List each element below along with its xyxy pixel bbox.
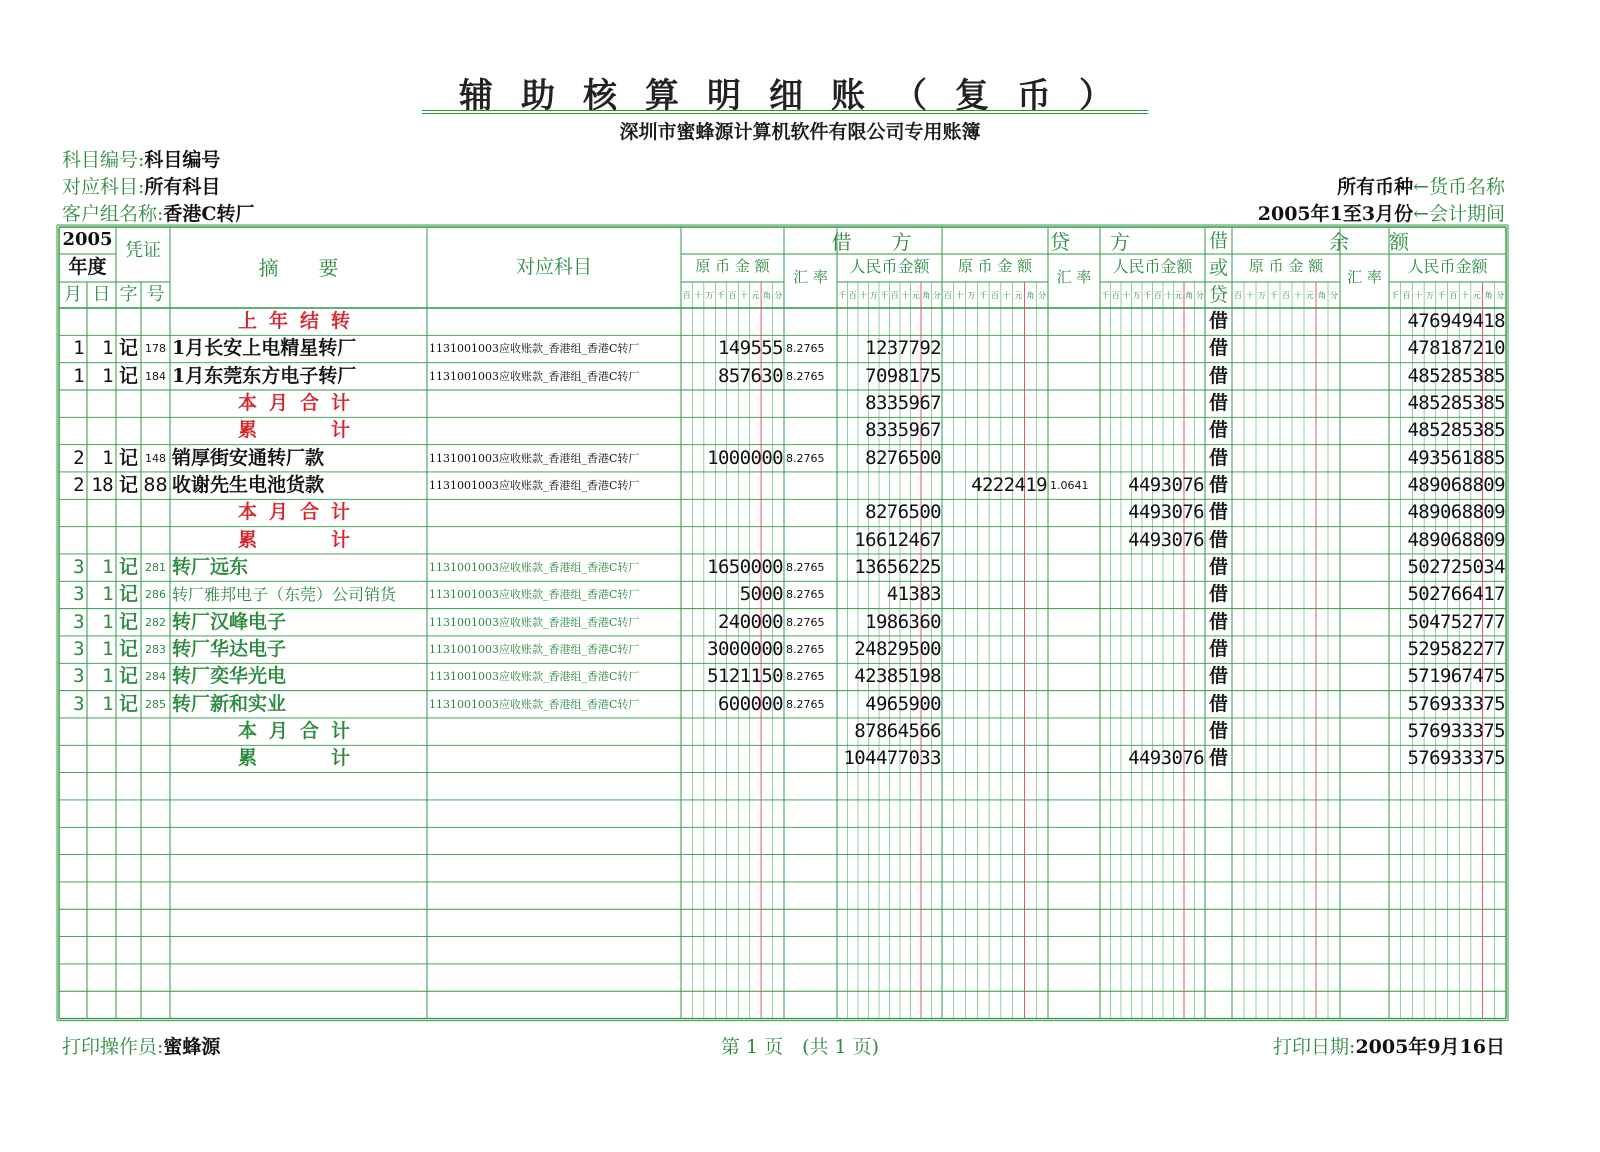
row-balance-rmb: 502766417 [1407, 583, 1505, 606]
row-direction: 借 [1208, 610, 1228, 633]
row-debit-orig: 5121150 [707, 665, 783, 688]
row-balance-rmb: 504752777 [1407, 610, 1505, 633]
digit-unit-label: 十 [859, 291, 868, 300]
row-summary: 销厚街安通转厂款 [172, 446, 325, 469]
date-value: 2005年9月16日 [1355, 1036, 1505, 1058]
voucher-no-label: 号 [146, 284, 165, 305]
digit-unit-label: 分 [1195, 291, 1204, 300]
digit-unit-label: 万 [1425, 291, 1434, 300]
row-voucher-type: 记 [118, 692, 138, 715]
row-month: 3 [73, 610, 84, 633]
row-voucher-type: 记 [118, 446, 138, 469]
digit-unit-label: 分 [1496, 291, 1505, 300]
digit-unit-label: 分 [1038, 291, 1047, 300]
row-month: 2 [73, 446, 84, 469]
row-voucher-type: 记 [118, 637, 138, 660]
row-credit-rmb: 4493076 [1128, 528, 1204, 551]
row-debit-rate: 8.2765 [786, 342, 825, 356]
digit-unit-label: 万 [869, 291, 878, 300]
row-month: 3 [73, 665, 84, 688]
ledger-title: 辅助核算明细账（复币） [459, 76, 1141, 116]
digit-unit-label: 角 [1318, 291, 1326, 300]
row-summary: 累 计 [237, 747, 362, 770]
row-debit-rmb: 1986360 [865, 610, 941, 633]
row-balance-rmb: 489068809 [1407, 501, 1505, 524]
row-counter-subject: 1131001003应收账款_香港组_香港C转厂 [429, 642, 640, 656]
digit-unit-label: 分 [774, 291, 783, 300]
row-debit-rmb: 87864566 [854, 719, 941, 742]
summary-label: 摘 要 [258, 256, 339, 280]
row-balance-rmb: 529582277 [1407, 637, 1505, 660]
row-counter-subject: 1131001003应收账款_香港组_香港C转厂 [429, 588, 640, 602]
row-debit-rmb: 8276500 [865, 446, 941, 469]
row-voucher-no: 178 [145, 342, 166, 356]
digit-unit-label: 十 [694, 291, 703, 300]
row-day: 1 [102, 692, 113, 715]
digit-unit-label: 千 [838, 291, 847, 300]
row-voucher-no: 285 [145, 697, 166, 711]
digit-unit-label: 元 [1014, 291, 1023, 300]
row-day: 1 [102, 446, 113, 469]
digit-unit-label: 百 [890, 291, 899, 300]
row-credit-rate: 1.0641 [1050, 478, 1089, 492]
digit-unit-label: 百 [990, 291, 999, 300]
digit-unit-label: 百 [1449, 291, 1458, 300]
row-direction: 借 [1208, 719, 1228, 742]
row-debit-orig: 1650000 [707, 555, 783, 578]
digit-unit-label: 十 [1414, 291, 1423, 300]
digit-unit-label: 千 [1270, 291, 1278, 300]
row-debit-rmb: 4965900 [865, 692, 941, 715]
digit-unit-label: 十 [1002, 291, 1011, 300]
digit-unit-label: 千 [717, 291, 726, 300]
rmb-amount-label: 人民币金额 [1407, 257, 1488, 276]
row-direction: 借 [1208, 364, 1228, 387]
row-voucher-type: 记 [118, 364, 138, 387]
row-counter-subject: 1131001003应收账款_香港组_香港C转厂 [429, 451, 640, 465]
row-credit-rmb: 4493076 [1128, 501, 1204, 524]
row-debit-rmb: 7098175 [865, 364, 941, 387]
row-summary: 转厂汉峰电子 [172, 610, 287, 633]
digit-unit-label: 百 [1282, 291, 1290, 300]
voucher-label: 凭证 [125, 240, 161, 261]
row-month: 3 [73, 637, 84, 660]
digit-unit-label: 十 [1246, 291, 1254, 300]
row-day: 1 [102, 364, 113, 387]
debit-label: 借 方 [831, 230, 912, 254]
row-balance-rmb: 489068809 [1407, 473, 1505, 496]
year-label: 2005 [62, 229, 113, 250]
row-voucher-no: 283 [145, 642, 166, 656]
row-debit-rmb: 8276500 [865, 501, 941, 524]
row-voucher-no: 282 [145, 615, 166, 629]
subject-code-label: 科目编号: [62, 149, 145, 171]
row-voucher-type: 记 [118, 665, 138, 688]
operator-label: 打印操作员: [62, 1036, 164, 1058]
row-debit-orig: 149555 [717, 337, 783, 360]
row-counter-subject: 1131001003应收账款_香港组_香港C转厂 [429, 560, 640, 574]
rate-label: 汇 率 [1347, 268, 1382, 286]
digit-unit-label: 千 [1101, 291, 1110, 300]
row-direction: 借 [1208, 583, 1228, 606]
digit-unit-label: 分 [1330, 291, 1338, 300]
digit-unit-label: 元 [911, 291, 920, 300]
row-summary: 累 计 [237, 528, 362, 551]
row-debit-orig: 600000 [717, 692, 783, 715]
currency-value: 所有币种 [1337, 176, 1414, 198]
digit-unit-label: 百 [1111, 291, 1120, 300]
row-summary: 本月合计 [237, 501, 362, 524]
digit-unit-label: 千 [1143, 291, 1152, 300]
row-counter-subject: 1131001003应收账款_香港组_香港C转厂 [429, 697, 640, 711]
row-debit-rate: 8.2765 [786, 560, 825, 574]
dir-label-1: 借 [1208, 230, 1228, 252]
counter-subject-value: 所有科目 [144, 176, 221, 198]
digit-unit-label: 元 [1174, 291, 1183, 300]
year-suffix: 年度 [68, 256, 107, 278]
currency-note: ←货币名称 [1413, 176, 1505, 198]
row-direction: 借 [1208, 692, 1228, 715]
row-counter-subject: 1131001003应收账款_香港组_香港C转厂 [429, 369, 640, 383]
row-summary: 转厂新和实业 [172, 692, 287, 715]
row-debit-orig: 5000 [739, 583, 783, 606]
digit-unit-label: 十 [1461, 291, 1470, 300]
period-note: ←会计期间 [1413, 203, 1505, 225]
row-debit-rate: 8.2765 [786, 588, 825, 602]
digit-unit-label: 千 [979, 291, 988, 300]
row-balance-rmb: 576933375 [1407, 747, 1505, 770]
row-month: 3 [73, 583, 84, 606]
row-balance-rmb: 576933375 [1407, 692, 1505, 715]
digit-unit-label: 元 [1306, 291, 1314, 300]
row-voucher-type: 记 [118, 583, 138, 606]
row-direction: 借 [1208, 419, 1228, 442]
row-debit-rmb: 13656225 [854, 555, 941, 578]
row-month: 1 [73, 337, 84, 360]
digit-unit-label: 角 [1484, 291, 1493, 300]
row-counter-subject: 1131001003应收账款_香港组_香港C转厂 [429, 670, 640, 684]
row-debit-rmb: 8335967 [865, 419, 941, 442]
digit-unit-label: 十 [1122, 291, 1131, 300]
dir-label-3: 贷 [1208, 284, 1228, 306]
counter-subject-label: 对应科目: [62, 176, 145, 198]
orig-amount-label: 原 币 金 额 [1248, 257, 1324, 275]
digit-unit-label: 角 [1026, 291, 1035, 300]
digit-unit-label: 百 [943, 291, 952, 300]
row-debit-rmb: 24829500 [854, 637, 941, 660]
digit-unit-label: 角 [762, 291, 771, 300]
row-debit-rate: 8.2765 [786, 670, 825, 684]
row-counter-subject: 1131001003应收账款_香港组_香港C转厂 [429, 342, 640, 356]
row-summary: 转厂奕华光电 [172, 665, 287, 688]
rmb-amount-label: 人民币金额 [1112, 257, 1193, 276]
row-voucher-no: 284 [145, 670, 166, 684]
page-text: 第 1 页 (共 1 页) [720, 1036, 880, 1058]
counter-subject-label: 对应科目 [515, 256, 592, 278]
period-value: 2005年1至3月份 [1257, 203, 1414, 225]
row-direction: 借 [1208, 391, 1228, 414]
row-debit-rmb: 104477033 [843, 747, 941, 770]
digit-unit-label: 千 [1437, 291, 1446, 300]
row-day: 1 [102, 665, 113, 688]
row-credit-orig: 4222419 [971, 473, 1047, 496]
row-summary: 1月东莞东方电子转厂 [172, 364, 357, 387]
credit-label: 贷 方 [1050, 230, 1130, 254]
row-debit-rmb: 16612467 [854, 528, 941, 551]
row-balance-rmb: 485285385 [1407, 391, 1505, 414]
digit-unit-label: 万 [967, 291, 976, 300]
digit-unit-label: 百 [728, 291, 737, 300]
row-debit-orig: 240000 [717, 610, 783, 633]
digit-unit-label: 千 [880, 291, 889, 300]
row-debit-rmb: 41383 [886, 583, 941, 606]
row-summary: 本月合计 [237, 391, 362, 414]
row-summary: 累 计 [237, 419, 362, 442]
rate-label: 汇 率 [1056, 268, 1092, 286]
row-voucher-no: 281 [145, 560, 166, 574]
row-debit-rate: 8.2765 [786, 615, 825, 629]
digit-unit-label: 百 [848, 291, 857, 300]
digit-unit-label: 十 [1294, 291, 1302, 300]
row-day: 1 [102, 337, 113, 360]
digit-unit-label: 百 [1153, 291, 1162, 300]
row-day: 18 [91, 473, 113, 496]
rate-label: 汇 率 [793, 268, 828, 286]
row-day: 1 [102, 555, 113, 578]
row-voucher-type: 记 [118, 473, 138, 496]
orig-amount-label: 原 币 金 额 [957, 257, 1033, 275]
subject-code-value: 科目编号 [144, 149, 221, 171]
row-summary: 本月合计 [237, 719, 362, 742]
row-debit-rmb: 42385198 [854, 665, 941, 688]
row-balance-rmb: 478187210 [1407, 337, 1505, 360]
digit-unit-label: 百 [1402, 291, 1411, 300]
row-direction: 借 [1208, 555, 1228, 578]
row-direction: 借 [1208, 501, 1228, 524]
day-label: 日 [92, 284, 111, 305]
row-balance-rmb: 502725034 [1407, 555, 1505, 578]
rmb-amount-label: 人民币金额 [849, 257, 930, 276]
row-day: 1 [102, 637, 113, 660]
row-direction: 借 [1208, 310, 1228, 332]
row-month: 3 [73, 692, 84, 715]
dir-label-2: 或 [1208, 257, 1228, 279]
balance-label: 余 额 [1329, 230, 1409, 254]
row-voucher-type: 记 [118, 337, 138, 360]
row-direction: 借 [1208, 747, 1228, 770]
date-label: 打印日期: [1273, 1036, 1356, 1058]
row-direction: 借 [1208, 665, 1228, 688]
digit-unit-label: 万 [1258, 291, 1266, 300]
row-debit-orig: 3000000 [707, 637, 783, 660]
row-voucher-no: 184 [145, 369, 166, 383]
digit-unit-label: 十 [1164, 291, 1173, 300]
row-voucher-no: 148 [145, 451, 166, 465]
digit-unit-label: 角 [1185, 291, 1194, 300]
digit-unit-label: 角 [922, 291, 931, 300]
row-debit-rmb: 8335967 [865, 391, 941, 414]
row-month: 1 [73, 364, 84, 387]
row-debit-rmb: 1237792 [865, 337, 941, 360]
row-month: 2 [73, 473, 84, 496]
row-balance-rmb: 576933375 [1407, 719, 1505, 742]
row-balance-rmb: 476949418 [1407, 310, 1505, 332]
digit-unit-label: 百 [1234, 291, 1242, 300]
row-month: 3 [73, 555, 84, 578]
customer-group-label: 客户组名称: [62, 203, 164, 225]
row-voucher-no: 88 [143, 473, 168, 496]
digit-unit-label: 十 [901, 291, 910, 300]
row-credit-rmb: 4493076 [1128, 747, 1204, 770]
voucher-type-label: 字 [119, 284, 138, 305]
digit-unit-label: 十 [739, 291, 748, 300]
row-summary: 转厂雅邦电子（东莞）公司销货 [172, 585, 397, 605]
row-balance-rmb: 571967475 [1407, 665, 1505, 688]
row-debit-rate: 8.2765 [786, 697, 825, 711]
row-counter-subject: 1131001003应收账款_香港组_香港C转厂 [429, 478, 640, 492]
row-credit-rmb: 4493076 [1128, 473, 1204, 496]
digit-unit-label: 分 [932, 291, 941, 300]
operator-value: 蜜蜂源 [163, 1036, 221, 1058]
row-voucher-type: 记 [118, 610, 138, 633]
digit-unit-label: 万 [1132, 291, 1141, 300]
row-direction: 借 [1208, 446, 1228, 469]
row-day: 1 [102, 610, 113, 633]
row-direction: 借 [1208, 637, 1228, 660]
digit-unit-label: 百 [682, 291, 691, 300]
row-debit-orig: 857630 [717, 364, 783, 387]
row-summary: 转厂远东 [172, 555, 249, 578]
row-balance-rmb: 489068809 [1407, 528, 1505, 551]
row-balance-rmb: 485285385 [1407, 364, 1505, 387]
row-summary: 1月长安上电精星转厂 [172, 337, 357, 360]
digit-unit-label: 元 [1472, 291, 1481, 300]
row-direction: 借 [1208, 337, 1228, 360]
orig-amount-label: 原 币 金 额 [695, 257, 770, 275]
digit-unit-label: 元 [751, 291, 760, 300]
row-direction: 借 [1208, 473, 1228, 496]
digit-unit-label: 十 [955, 291, 964, 300]
row-direction: 借 [1208, 528, 1228, 551]
row-voucher-no: 286 [145, 588, 166, 602]
customer-group-value: 香港C转厂 [163, 203, 255, 225]
row-counter-subject: 1131001003应收账款_香港组_香港C转厂 [429, 615, 640, 629]
row-debit-orig: 1000000 [707, 446, 783, 469]
row-debit-rate: 8.2765 [786, 451, 825, 465]
digit-unit-label: 千 [1390, 291, 1399, 300]
row-summary: 上年结转 [237, 310, 362, 332]
digit-unit-label: 万 [705, 291, 714, 300]
ledger-subtitle: 深圳市蜜蜂源计算机软件有限公司专用账簿 [619, 121, 981, 143]
row-debit-rate: 8.2765 [786, 369, 825, 383]
row-balance-rmb: 493561885 [1407, 446, 1505, 469]
row-balance-rmb: 485285385 [1407, 419, 1505, 442]
print-date [1273, 1032, 1505, 1059]
row-debit-rate: 8.2765 [786, 642, 825, 656]
month-label: 月 [64, 284, 82, 305]
row-summary: 收谢先生电池货款 [172, 473, 325, 496]
row-day: 1 [102, 583, 113, 606]
row-voucher-type: 记 [118, 555, 138, 578]
row-summary: 转厂华达电子 [172, 637, 287, 660]
